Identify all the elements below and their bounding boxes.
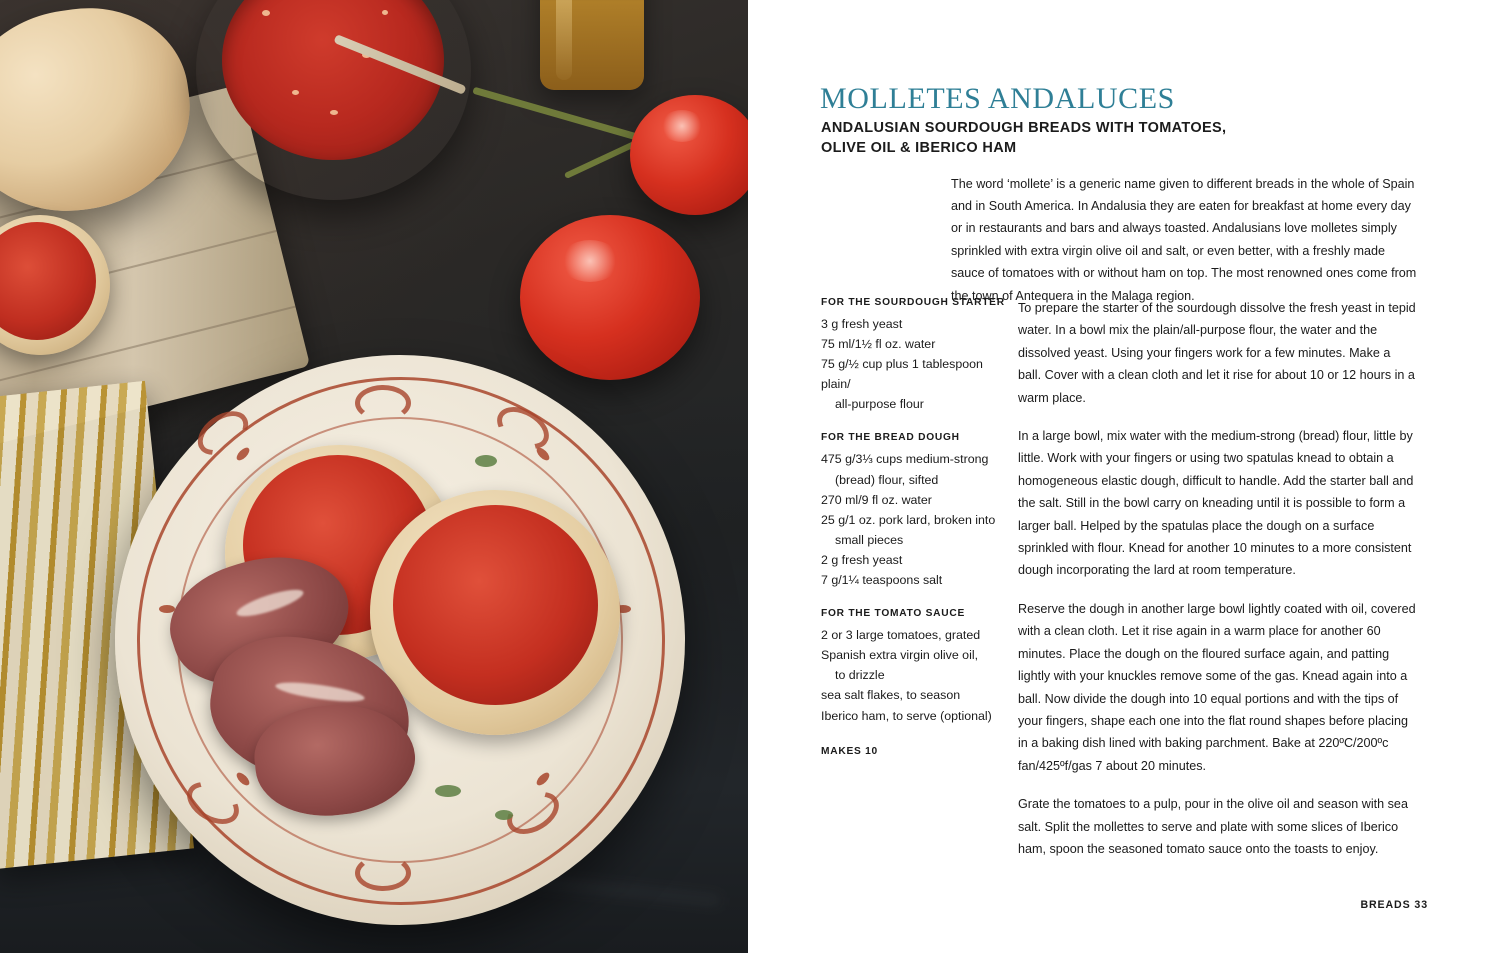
- method-paragraph: To prepare the starter of the sourdough dissolve the fresh yeast in tepid water. In a bowl mix the plain/all-purpose flour, the water and the dissolved yeast. Using your fingers work for a few minutes. Make a ball. Cover with a clean cloth and let it rise for about 10 or 12 hours in a warm place.: [1018, 301, 1416, 405]
- method-column: [1018, 297, 1416, 860]
- ingredient-list: [821, 314, 1007, 414]
- ingredient-item: 75 g/½ cup plus 1 tablespoon plain/: [821, 357, 983, 392]
- ingredient-item: 2 or 3 large tomatoes, grated: [821, 628, 981, 643]
- herb-fleck: [475, 455, 497, 467]
- recipe-yield: MAKES 10: [821, 745, 878, 757]
- tomato-highlight: [560, 240, 620, 282]
- ingredient-item: small pieces: [835, 532, 904, 547]
- ingredient-item: to drizzle: [835, 668, 885, 683]
- recipe-intro: The word ‘mollete’ is a generic name given to different breads in the whole of Spain and in South America. In Andalusia they are eaten for breakfast at home every day or in restaurants and bars and always toasted. Andalusians love molletes simply sprinkled with extra virgin olive oil and salt, or even better, with a freshly made sauce of tomatoes with or without ham on top. The most renowned ones come from the town of Antequera in the Malaga region.: [951, 176, 1417, 303]
- tomato-topping: [393, 505, 598, 705]
- tomato: [520, 215, 700, 380]
- ingredient-item: all-purpose flour: [835, 397, 924, 412]
- recipe-subtitle: ANDALUSIAN SOURDOUGH BREADS WITH TOMATOES, OLIVE OIL & IBERICO HAM: [821, 120, 1227, 157]
- recipe-text-page: [748, 0, 1500, 953]
- ingredient-list: [821, 449, 1007, 590]
- recipe-photo-page: [0, 0, 748, 953]
- herb-fleck: [435, 785, 461, 797]
- method-paragraph: Reserve the dough in another large bowl lightly coated with oil, covered with a clean cloth. Let it rise again in a warm place for another 60 minutes. Place the dough on the floured surface again, and patting lightly with your knuckles remove some of the gas. Knead again into a ball. Now divide the dough into 10 equal portions and with the tips of your fingers, shape each one into the flat round shapes before placing in a baking dish lined with baking parchment. Bake at 220ºC/200ºc fan/425ºf/gas 7 about 20 minutes.: [1018, 601, 1416, 773]
- herb-fleck: [495, 810, 513, 820]
- ingredient-item: 270 ml/9 fl oz. water: [821, 492, 932, 507]
- method-paragraph: Grate the tomatoes to a pulp, pour in the olive oil and season with sea salt. Split the mollettes to serve and plate with some slices of Iberico ham, spoon the seasoned tomato sauce onto the toasts to enjoy.: [1018, 797, 1408, 856]
- ingredient-list: [821, 625, 1007, 725]
- bottle-highlight: [556, 0, 572, 80]
- ingredient-item: sea salt flakes, to season: [821, 688, 961, 703]
- tomato-highlight: [660, 110, 704, 142]
- ingredient-group-heading: FOR THE SOURDOUGH STARTER: [821, 297, 1005, 308]
- ingredient-item: (bread) flour, sifted: [835, 472, 939, 487]
- method-paragraph: In a large bowl, mix water with the medium-strong (bread) flour, little by little. Work with your fingers or using two spatulas knead to obtain a homogeneous elastic dough, difficult to handle. Add the starter ball and the salt. Still in the bowl carry on kneading until it is possible to form a larger ball. Helped by the spatulas place the dough on a surface sprinkled with flour. Knead for another 10 minutes to a more consistent dough incorporating the lard at room temperature.: [1018, 429, 1414, 578]
- page-footer: BREADS 33: [1360, 899, 1428, 911]
- ceramic-plate: [115, 355, 685, 925]
- ingredient-item: 2 g fresh yeast: [821, 552, 903, 567]
- ingredient-item: 3 g fresh yeast: [821, 317, 903, 331]
- ingredient-item: Spanish extra virgin olive oil,: [821, 648, 979, 663]
- ingredient-item: Iberico ham, to serve (optional): [821, 708, 992, 723]
- ingredient-item: 7 g/1¼ teaspoons salt: [821, 573, 943, 588]
- ingredient-group-heading: FOR THE TOMATO SAUCE: [821, 608, 966, 620]
- ingredient-item: 25 g/1 oz. pork lard, broken into: [821, 512, 996, 527]
- ingredients-column: [821, 297, 1007, 757]
- ingredient-item: 475 g/3⅓ cups medium-strong: [821, 452, 989, 467]
- ingredient-item: 75 ml/1½ fl oz. water: [821, 337, 936, 352]
- recipe-title: MOLLETES ANDALUCES: [820, 82, 1175, 116]
- ingredient-group-heading: FOR THE BREAD DOUGH: [821, 432, 960, 444]
